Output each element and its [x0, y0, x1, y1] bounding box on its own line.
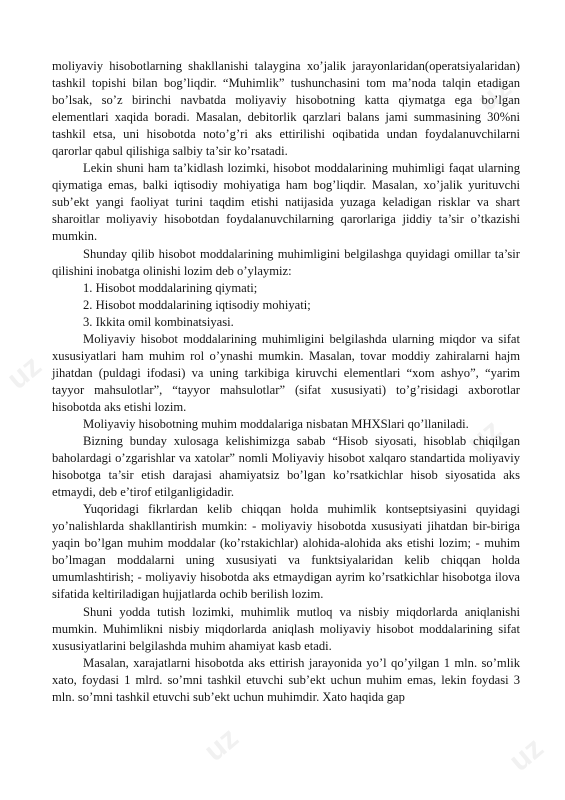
watermark-text: uz: [470, 71, 518, 118]
list-item: 2. Hisobot moddalarining iqtisodiy mohiyati;: [83, 297, 311, 312]
paragraph: Bizning bunday xulosaga kelishimizga sabab “Hisob siyosati, hisoblab chiqilgan baholardagi o’zgarishlar va xatolar” nomli Moliyaviy hisobot xalqaro standartida moliyaviy hisobotga ta’sir etish darajasi ahamiyatsiz bo’lgan ko’rsatkichlar hisob siyosatida aks etmaydi, deb e’tirof etilganligidadir.: [52, 434, 520, 500]
paragraph: Moliyaviy hisobot moddalarining muhimligini belgilashda ularning miqdor va sifat xususiyatlari ham muhim rol o’ynashi mumkin. Masalan, tovar moddiy zahiralarni hajm jihatdan (puldagi ifodasi) va uning tarkibiga kiruvchi elementlari “xom ashyo”, “yarim tayyor mahsulotlar”, “tayyor mahsulotlar” (sifat xususiyati) to’g’risidagi axborotlar hisobotda aks etishi lozim.: [52, 331, 520, 414]
watermark-text: uz: [460, 413, 508, 460]
paragraph: Masalan, xarajatlarni hisobotda aks ettirish jarayonida yo’l qo’yilgan 1 mln. so’mlik xato, foydasi 1 mlrd. so’mni tashkil etuvchi sub’ekt uchun muhim emas, lekin foydasi 3 mln. so’mni tashkil etuvchi sub’ekt uchun muhimdir. Xato haqida gap: [52, 655, 520, 704]
paragraph: Shuni yodda tutish lozimki, muhimlik mutloq va nisbiy miqdorlarda aniqlanishi mumkin. Muhimlikni nisbiy miqdorlarda aniqlash moliyaviy hisobot moddalarining sifat xususiyatlarini belgilashda muhim ahamiyat kasb etadi.: [52, 604, 520, 653]
paragraph: moliyaviy hisobotlarning shakllanishi talaygina xo’jalik jarayonlaridan(operatsiyalaridan) tashkil topishi bilan bog’liqdir. “Muhimlik” tushunchasini tom ma’noda talqin etadigan bo’lsak, so’z birinchi navbatda moliyaviy hisobotning katta qiymatga ega bo’lgan elementlari xaqida boradi. Masalan, debitorlik qarzlari balans jami summasining 30%ni tashkil etsa, uni hisobotda noto’g’ri aks ettirilishi oqibatida undan foydalanuvchilarni qarorlar qabul qilishiga salbiy ta’sir ko’rsatadi.: [52, 59, 520, 159]
paragraph: Shunday qilib hisobot moddalarining muhimligini belgilashga quyidagi omillar ta’sir qilishini inobatga olinishi lozim deb o’ylaymiz:: [52, 246, 520, 278]
document-body: [52, 58, 520, 706]
list-item: 3. Ikkita omil kombinatsiyasi.: [83, 314, 234, 329]
paragraph: Lekin shuni ham ta’kidlash lozimki, hisobot moddalarining muhimligi faqat ularning qiymatiga emas, balki iqtisodiy mohiyatiga ham bog’liqdir. Masalan, xo’jalik yurituvchi sub’ekt yangi faoliyat turini taqdim etishi natijasida yuzaga keladigan risklar va shart sharoitlar moliyaviy hisobotdan foydalanuvchilarning qarorlariga jiddiy ta’sir o’tkazishi mumkin.: [52, 161, 520, 244]
watermark-text: uz: [502, 731, 550, 778]
paragraph: Moliyaviy hisobotning muhim moddalariga nisbatan MHXSlari qo’llaniladi.: [83, 416, 469, 431]
watermark-text: uz: [197, 721, 245, 768]
list-item: 1. Hisobot moddalarining qiymati;: [83, 280, 258, 295]
watermark-text: uz: [0, 349, 48, 396]
paragraph: Yuqoridagi fikrlardan kelib chiqqan holda muhimlik kontseptsiyasini quyidagi yo’nalishlarda shakllantirish mumkin: - moliyaviy hisobotda xususiyati jihatdan bir-biriga yaqin bo’lgan muhim moddalar (ko’rstakichlar) alohida-alohida aks etishi lozim; - muhim bo’lmagan moddalarni uning xususiyati va funktsiyalaridan kelib chiqqan holda umumlashtirish; - moliyaviy hisobotda aks etmaydigan ayrim ko’rsatkichlar hisobotga ilova sifatida keltiriladigan hujjatlarda ochib berilish lozim.: [52, 502, 520, 602]
